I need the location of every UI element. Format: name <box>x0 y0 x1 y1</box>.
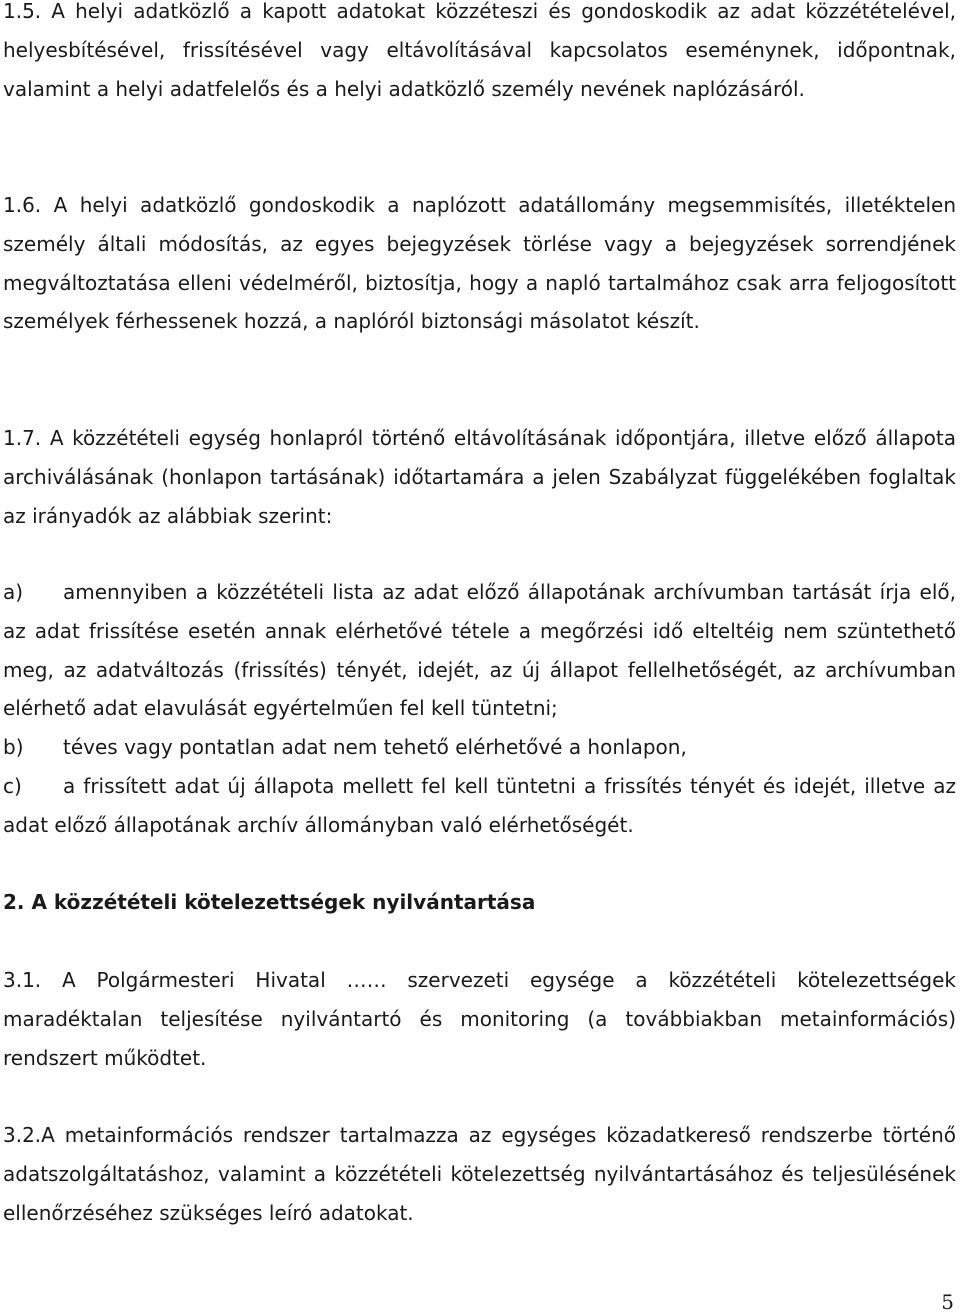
section-heading: 2. A közzétételi kötelezettségek nyilvántartása <box>3 890 536 914</box>
paragraph-1-7: 1.7. A közzétételi egység honlapról történő eltávolításának időpontjára, illetve előző állapota archiválásának (honlapon tartásának) időtartamára a jelen Szabályzat függelékében foglaltak az irányadók az alábbiak szerint: <box>3 426 956 528</box>
paragraph-3-1: 3.1. A Polgármesteri Hivatal …… szervezeti egysége a közzétételi kötelezettségek maradéktalan teljesítése nyilvántartó és monitoring (a továbbiakban metainformációs) rendszert működtet. <box>3 968 956 1070</box>
list-text-b: téves vagy pontatlan adat nem tehető elérhetővé a honlapon, <box>63 735 687 759</box>
list-item-c <box>3 767 956 845</box>
list-text-a: amennyiben a közzétételi lista az adat előző állapotának archívumban tartását írja elő, az adat frissítése esetén annak elérhetővé tétele a megőrzési idő elteltéig nem szüntethető meg, az adatváltozás (frissítés) tényét, idejét, az új állapot fellelhetőségét, az archívumban elérhető adat elavulását egyértelműen fel kell tüntetni; <box>3 580 956 721</box>
list-item-b <box>3 728 956 767</box>
page-number: 5 <box>941 1290 954 1314</box>
paragraph-3-2: 3.2.A metainformációs rendszer tartalmazza az egységes közadatkereső rendszerbe történő adatszolgáltatáshoz, valamint a közzétételi kötelezettség nyilvántartásához és teljesülésének ellenőrzéséhez szükséges leíró adatokat. <box>3 1123 956 1225</box>
list-marker-c: c) <box>3 774 22 798</box>
list-item-a <box>3 573 956 728</box>
paragraph-1-5: 1.5. A helyi adatközlő a kapott adatokat közzéteszi és gondoskodik az adat közzétételével, helyesbítésével, frissítésével vagy eltávolításával kapcsolatos eseménynek, időpontnak, valamint a helyi adatfelelős és a helyi adatközlő személy nevének naplózásáról. <box>3 0 956 101</box>
list-marker-a: a) <box>3 580 24 604</box>
paragraph-1-6: 1.6. A helyi adatközlő gondoskodik a naplózott adatállomány megsemmisítés, illetéktelen személy általi módosítás, az egyes bejegyzések törlése vagy a bejegyzések sorrendjének megváltoztatása elleni védelméről, biztosítja, hogy a napló tartalmához csak arra feljogosított személyek férhessenek hozzá, a naplóról biztonsági másolatot készít. <box>3 193 956 334</box>
list-marker-b: b) <box>3 735 24 759</box>
list-text-c: a frissített adat új állapota mellett fel kell tüntetni a frissítés tényét és idejét, illetve az adat előző állapotának archív állományban való elérhetőségét. <box>3 774 956 837</box>
